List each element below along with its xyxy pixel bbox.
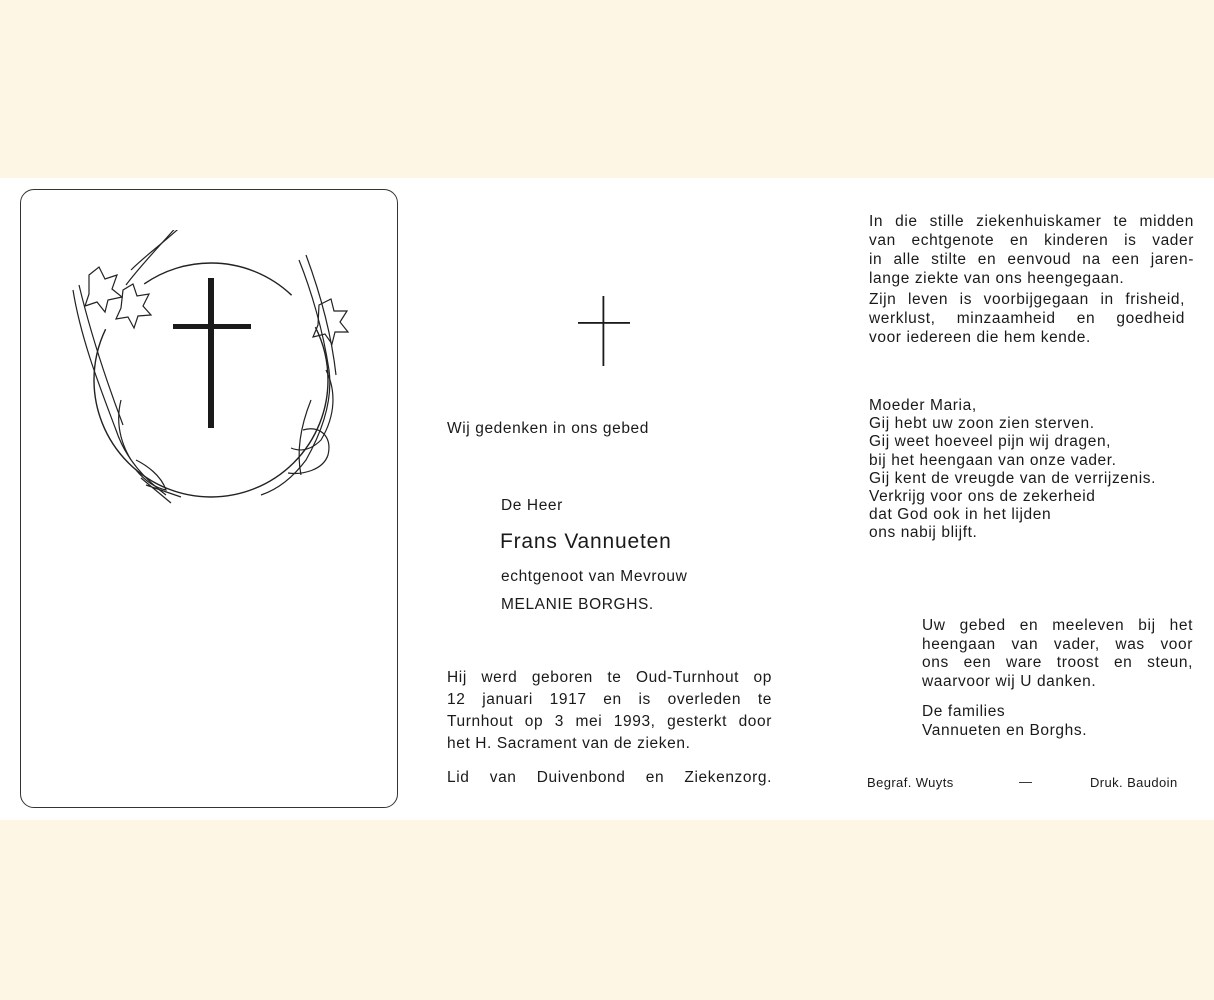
prayer-line: bij het heengaan van onze vader. [869,451,1117,469]
families-line: Vannueten en Borghs. [922,722,1088,739]
thin-cross-icon [578,296,630,366]
prayer-line: Verkrijg voor ons de zekerheid [869,488,1096,506]
thanks-line: heengaan van vader, was voor [922,635,1193,653]
biography-line: Turnhout op 3 mei 1993, gesterkt door [447,713,772,730]
membership-line: Lid van Duivenbond en Ziekenzorg. [447,769,772,786]
prayer-line: Moeder Maria, [869,397,977,414]
intro-line: lange ziekte van ons heengegaan. [869,270,1125,287]
prayer-line: Gij weet hoeveel pijn wij dragen, [869,433,1112,451]
families-line: De families [922,703,1006,720]
card-front-panel [20,189,398,808]
biography-line: 12 januari 1917 en is overleden te [447,691,772,708]
families-signature [922,702,1087,740]
memorial-card [0,178,1214,820]
biography-line: Hij werd geboren te Oud-Turnhout op [447,669,772,686]
remember-heading: Wij gedenken in ons gebed [447,420,649,437]
prayer-line: Gij hebt uw zoon zien sterven. [869,415,1095,433]
intro-line: In die stille ziekenhuiskamer te midden [869,213,1194,230]
footer-dash: — [1019,774,1033,789]
printer-credit: Druk. Baudoin [1090,775,1178,790]
thanks-line: ons een ware troost en steun, [922,654,1193,672]
membership-paragraph [447,767,772,789]
prayer-line: Gij kent de vreugde van de verrijzenis. [869,469,1157,487]
prayer-line: dat God ook in het lijden [869,506,1052,524]
intro-line: van echtgenote en kinderen is vader [869,232,1194,249]
life-line: voor iedereen die hem kende. [869,329,1091,346]
prayer-paragraph [869,397,1156,543]
spouse-name: MELANIE BORGHS. [501,596,654,613]
thanks-paragraph [922,617,1193,692]
life-line: Zijn leven is voorbijgegaan in frisheid, [869,291,1185,308]
life-line: werklust, minzaamheid en goedheid [869,310,1185,327]
biography-paragraph [447,667,772,755]
life-paragraph [869,290,1185,347]
honorific: De Heer [501,497,563,514]
thanks-line: Uw gebed en meeleven bij het [922,617,1193,634]
thanks-line: waarvoor wij U danken. [922,673,1097,691]
undertaker-credit: Begraf. Wuyts [867,775,954,790]
deceased-name: Frans Vannueten [500,530,672,553]
prayer-line: ons nabij blijft. [869,524,978,542]
spouse-line: echtgenoot van Mevrouw [501,568,688,585]
intro-paragraph [869,212,1194,288]
cross-with-lily-wreath-icon [61,230,361,530]
intro-line: in alle stilte en eenvoud na een jaren- [869,251,1194,268]
biography-line: het H. Sacrament van de zieken. [447,735,691,752]
